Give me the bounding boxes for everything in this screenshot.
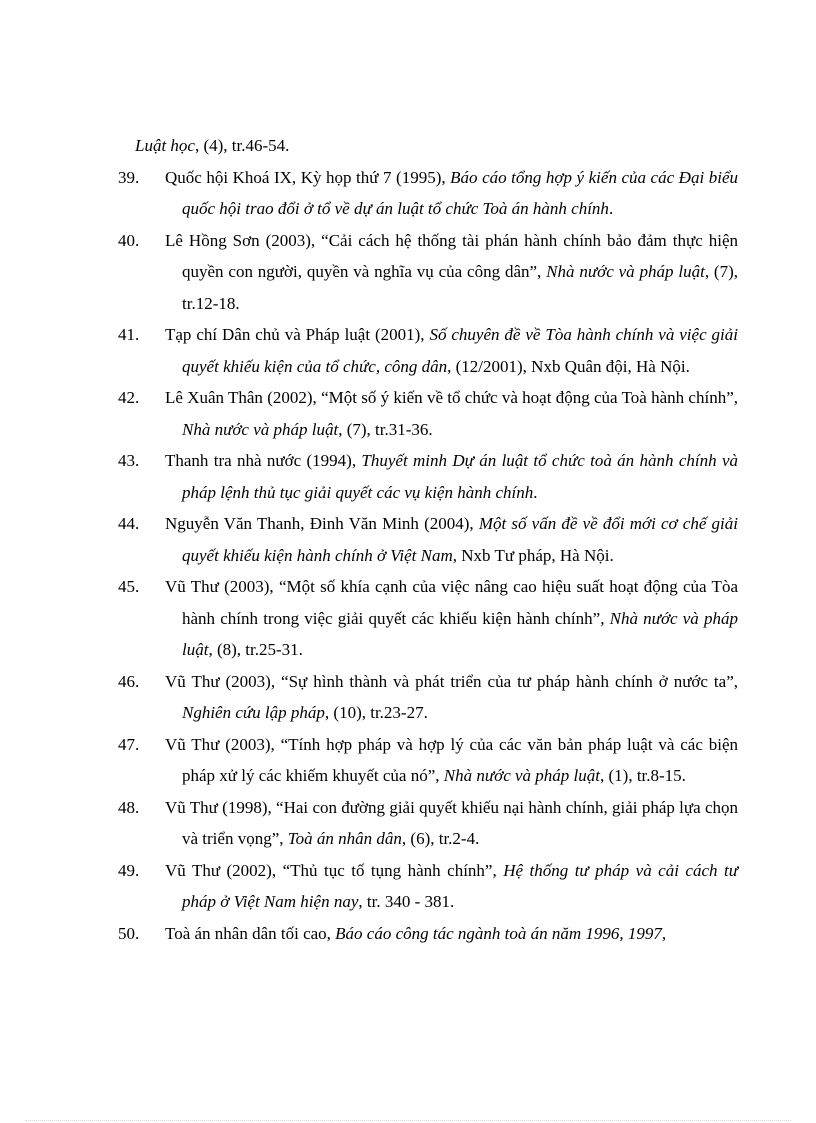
reference-item bbox=[118, 855, 738, 918]
reference-tail-text: , (12/2001), Nxb Quân đội, Hà Nội. bbox=[447, 356, 690, 376]
reference-title-italic: Nhà nước và pháp luật bbox=[546, 262, 705, 281]
page-bottom-divider bbox=[25, 1120, 791, 1121]
reference-number: 43. bbox=[118, 451, 140, 470]
reference-author-text: Vũ Thư (2003), “Sự hình thành và phát triển của tư pháp hành chính ở nước ta”, bbox=[165, 671, 738, 691]
reference-item bbox=[118, 571, 738, 666]
reference-title-italic: Báo cáo tổng hợp ý kiến của các Đại biểu quốc hội trao đổi ở tổ về dự án luật tổ chức Toà án hành chính bbox=[182, 167, 738, 218]
reference-list bbox=[118, 162, 738, 950]
reference-number: 50. bbox=[118, 923, 140, 943]
reference-author-text: Toà án nhân dân tối cao, bbox=[165, 923, 336, 943]
reference-item bbox=[118, 382, 738, 445]
reference-item bbox=[118, 729, 738, 792]
reference-title-italic: Nghiên cứu lập pháp bbox=[182, 703, 325, 722]
reference-tail-text: , (8), tr.25-31. bbox=[208, 640, 303, 659]
reference-number: 41. bbox=[118, 325, 140, 344]
reference-item bbox=[118, 225, 738, 320]
reference-text bbox=[165, 798, 738, 849]
reference-number: 47. bbox=[118, 734, 140, 754]
reference-text bbox=[165, 231, 738, 313]
reference-number: 46. bbox=[118, 671, 140, 691]
reference-text bbox=[165, 924, 666, 943]
reference-number: 40. bbox=[118, 230, 140, 250]
reference-tail-text: . bbox=[608, 199, 614, 218]
reference-text bbox=[165, 735, 738, 786]
reference-text bbox=[165, 861, 738, 912]
reference-item bbox=[118, 162, 738, 225]
reference-author-text: Lê Hồng Sơn (2003), “Cải cách hệ thống tài phán hành chính bảo đảm thực hiện quyền con người, quyền và nghĩa vụ của công dân”, bbox=[165, 230, 738, 281]
reference-title-italic: Nhà nước và pháp luật bbox=[443, 766, 600, 785]
reference-author-text: Vũ Thư (2003), “Tính hợp pháp và hợp lý của các văn bản pháp luật và các biện pháp xử lý các khiếm khuyết của nó”, bbox=[165, 734, 738, 785]
reference-number: 42. bbox=[118, 388, 140, 407]
reference-tail-text: , Nxb Tư pháp, Hà Nội. bbox=[452, 545, 614, 565]
reference-title-italic: Một số vấn đề về đổi mới cơ chế giải quyết khiếu kiện hành chính ở Việt Nam bbox=[182, 514, 738, 565]
reference-title-italic: Nhà nước và pháp luật bbox=[182, 419, 339, 439]
reference-item bbox=[118, 319, 738, 382]
reference-item bbox=[118, 666, 738, 729]
reference-title-italic: Báo cáo công tác ngành toà án năm 1996, 1997, bbox=[335, 923, 667, 943]
reference-author-text: Thanh tra nhà nước (1994), bbox=[165, 451, 362, 470]
reference-number: 44. bbox=[118, 514, 140, 533]
reference-author-text: Nguyễn Văn Thanh, Đinh Văn Minh (2004), bbox=[165, 514, 479, 533]
reference-tail-text: , (7), tr.12-18. bbox=[182, 262, 738, 313]
reference-item bbox=[118, 918, 738, 950]
reference-text bbox=[165, 168, 738, 219]
reference-tail-text: . bbox=[533, 482, 538, 502]
reference-title-italic: Toà án nhân dân bbox=[287, 829, 402, 848]
reference-text bbox=[165, 388, 738, 439]
reference-number: 49. bbox=[118, 860, 140, 880]
reference-author-text: Tạp chí Dân chủ và Pháp luật (2001), bbox=[165, 325, 430, 344]
reference-author-text: Vũ Thư (2003), “Một số khía cạnh của việc nâng cao hiệu suất hoạt động của Tòa hành chính trong việc giải quyết các khiếu kiện hành chính”, bbox=[165, 577, 738, 628]
reference-item bbox=[118, 792, 738, 855]
reference-tail-text: , (6), tr.2-4. bbox=[401, 829, 480, 848]
reference-item bbox=[118, 445, 738, 508]
reference-author-text: Vũ Thư (2002), “Thủ tục tố tụng hành chính”, bbox=[165, 860, 504, 880]
continuation-italic: Luật học bbox=[135, 136, 195, 155]
reference-title-italic: Nhà nước và pháp luật bbox=[182, 608, 738, 659]
reference-tail-text: , (7), tr.31-36. bbox=[338, 419, 433, 439]
reference-text bbox=[165, 514, 738, 565]
reference-text bbox=[165, 325, 738, 376]
continuation-line bbox=[135, 130, 289, 162]
reference-text bbox=[165, 451, 738, 502]
reference-tail-text: , tr. 340 - 381. bbox=[358, 892, 455, 911]
reference-tail-text: , (10), tr.23-27. bbox=[324, 703, 428, 722]
reference-author-text: Vũ Thư (1998), “Hai con đường giải quyết khiếu nại hành chính, giải pháp lựa chọn và triển vọng”, bbox=[165, 797, 738, 848]
reference-author-text: Quốc hội Khoá IX, Kỳ họp thứ 7 (1995), bbox=[165, 167, 451, 187]
reference-title-italic: Hệ thống tư pháp và cải cách tư pháp ở Việt Nam hiện nay bbox=[182, 860, 738, 911]
reference-text bbox=[165, 577, 738, 659]
reference-title-italic: Số chuyên đề về Tòa hành chính và việc giải quyết khiếu kiện của tổ chức, công dân bbox=[182, 325, 738, 376]
reference-author-text: Lê Xuân Thân (2002), “Một số ý kiến về tổ chức và hoạt động của Toà hành chính”, bbox=[165, 388, 738, 407]
reference-number: 48. bbox=[118, 797, 140, 817]
reference-tail-text: , (1), tr.8-15. bbox=[600, 766, 686, 785]
reference-item bbox=[118, 508, 738, 571]
reference-number: 39. bbox=[118, 167, 140, 187]
reference-title-italic: Thuyết minh Dự án luật tổ chức toà án hành chính và pháp lệnh thủ tục giải quyết các vụ kiện hành chính bbox=[182, 451, 738, 502]
reference-text bbox=[165, 672, 738, 723]
continuation-rest: , (4), tr.46-54. bbox=[194, 136, 290, 155]
reference-number: 45. bbox=[118, 577, 140, 596]
